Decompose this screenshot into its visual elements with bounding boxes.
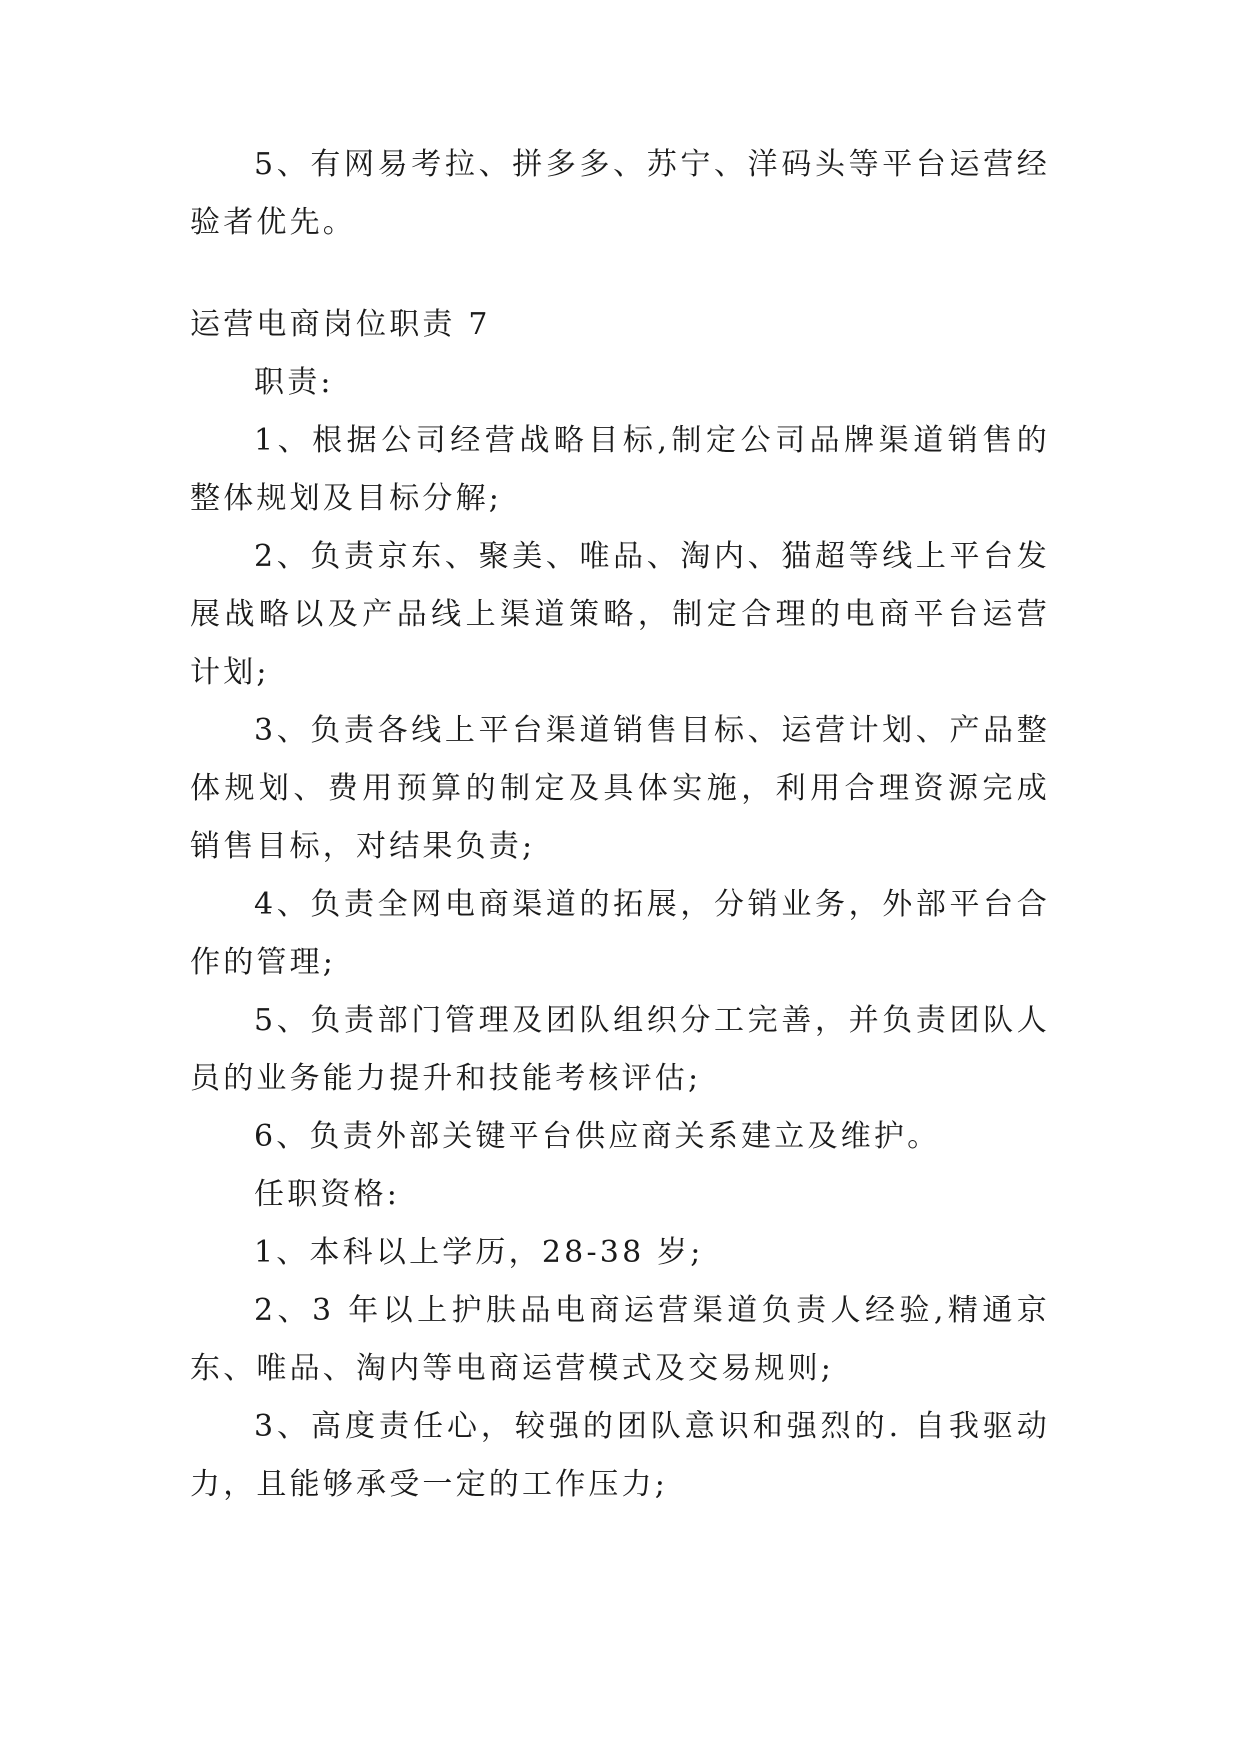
qualification-item-3: 3、高度责任心，较强的团队意识和强烈的. 自我驱动力，且能够承受一定的工作压力; [190,1409,1050,1502]
duty-item-1: 1、根据公司经营战略目标,制定公司品牌渠道销售的整体规划及目标分解; [190,423,1050,516]
lead-section [190,136,1050,252]
duty-item-4: 4、负责全网电商渠道的拓展，分销业务，外部平台合作的管理; [190,887,1050,980]
duty-item-5: 5、负责部门管理及团队组织分工完善，并负责团队人员的业务能力提升和技能考核评估; [190,1003,1050,1096]
qualification-item-2: 2、3 年以上护肤品电商运营渠道负责人经验,精通京东、唯品、淘内等电商运营模式及交易规则; [190,1293,1050,1386]
duty-item-3: 3、负责各线上平台渠道销售目标、运营计划、产品整体规划、费用预算的制定及具体实施，利用合理资源完成销售目标，对结果负责; [190,713,1050,864]
qualifications-heading: 任职资格: [254,1177,401,1212]
section-title: 运营电商岗位职责 7 [190,307,491,342]
duties-heading: 职责: [254,365,334,400]
duty-item-2: 2、负责京东、聚美、唯品、淘内、猫超等线上平台发展战略以及产品线上渠道策略，制定合理的电商平台运营计划; [190,539,1050,690]
section-body [190,296,1050,1514]
duty-item-6: 6、负责外部关键平台供应商关系建立及维护。 [254,1119,941,1154]
lead-item: 5、有网易考拉、拼多多、苏宁、洋码头等平台运营经验者优先。 [190,147,1050,240]
qualification-item-1: 1、本科以上学历，28-38 岁; [254,1235,704,1270]
